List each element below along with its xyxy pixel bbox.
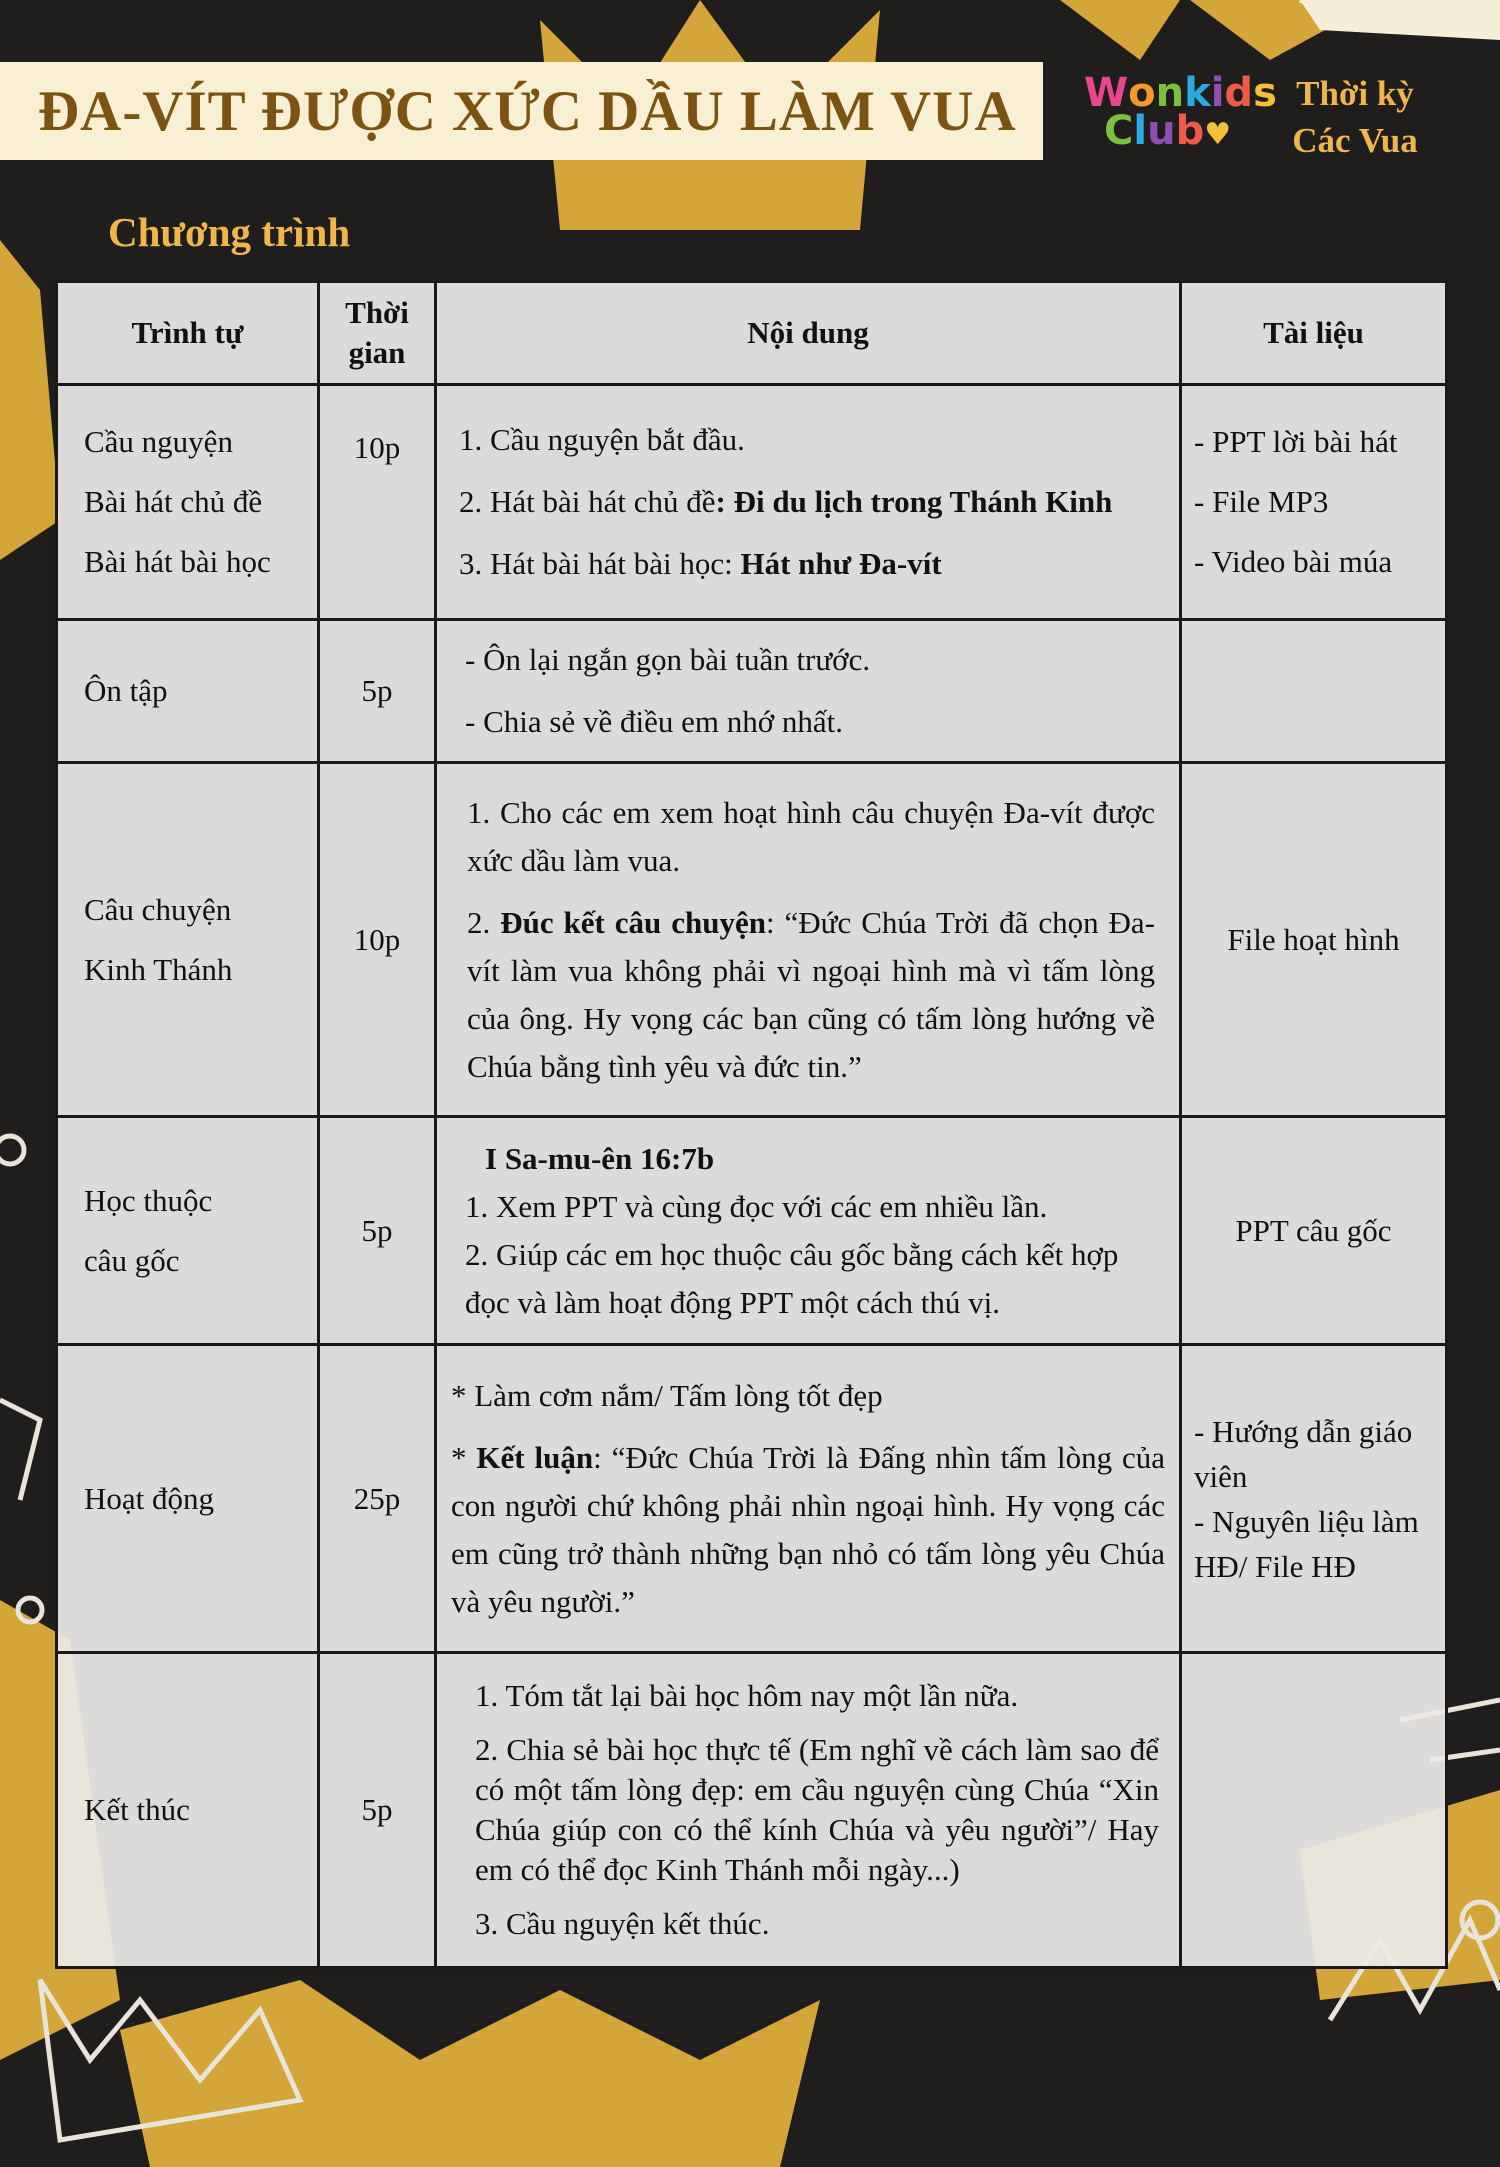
materials-cell	[1181, 1345, 1447, 1653]
theme-song-title: : Đi du lịch trong Thánh Kinh	[715, 484, 1113, 519]
crown-icon	[1300, 0, 1500, 40]
period-line-1: Thời kỳ	[1296, 74, 1414, 113]
content-line: - Chia sẻ về điều em nhớ nhất.	[465, 704, 843, 739]
crown-outline-icon	[0, 1400, 40, 1500]
step-cell	[57, 1117, 319, 1345]
logo-line-2	[1104, 110, 1231, 156]
header-content: Nội dung	[436, 282, 1181, 385]
content-line	[459, 471, 1161, 533]
period-line-2: Các Vua	[1292, 121, 1418, 160]
materials-cell	[1181, 763, 1447, 1117]
time-cell: 25p	[319, 1345, 436, 1653]
materials-cell	[1181, 620, 1447, 763]
content-paragraph: 3. Cầu nguyện kết thúc.	[475, 1906, 770, 1941]
table-header-row	[57, 282, 1447, 385]
content-text: 3. Hát bài hát bài học:	[459, 546, 741, 581]
content-line: 1. Cầu nguyện bắt đầu.	[459, 422, 745, 457]
logo-letter: k	[1184, 70, 1211, 116]
logo-letter: o	[1128, 70, 1156, 116]
content-text: : “Đức Chúa Trời đã chọn Đa-vít làm vua không phải vì ngoại hình mà vì tấm lòng của ông. Hy vọng các bạn cũng có tấm lòng hướng về Chúa bằng tình yêu và đức tin.”	[467, 904, 1155, 1084]
materials-cell	[1181, 1117, 1447, 1345]
table-row	[57, 620, 1447, 763]
content-text: : “Đức Chúa Trời là Đấng nhìn tấm lòng của con người chứ không phải nhìn ngoại hình. Hy vọng các em cũng trở thành những bạn nhỏ có tấm lòng yêu Chúa và yêu người.”	[451, 1439, 1166, 1619]
time-cell: 5p	[319, 620, 436, 763]
table-row	[57, 763, 1447, 1117]
table-row	[57, 1653, 1447, 1968]
logo-letter: u	[1147, 108, 1176, 154]
header-time: Thời gian	[319, 282, 436, 385]
heart-icon: ♥	[1204, 117, 1232, 152]
content-cell	[436, 620, 1181, 763]
step-cell	[57, 1345, 319, 1653]
content-text: 2.	[467, 904, 501, 940]
header-materials: Tài liệu	[1181, 282, 1447, 385]
time-cell: 5p	[319, 1653, 436, 1968]
step-text: Hoạt động	[84, 1480, 215, 1516]
lesson-song-title: Hát như Đa-vít	[740, 546, 942, 581]
content-cell	[436, 1345, 1181, 1653]
content-paragraph: 1. Xem PPT và cùng đọc với các em nhiều lần.	[465, 1188, 1048, 1224]
story-summary-label: Đúc kết câu chuyện	[500, 904, 766, 940]
step-text: Bài hát bài học	[84, 544, 271, 579]
material-item: File hoạt hình	[1227, 921, 1400, 957]
content-paragraph: 1. Tóm tắt lại bài học hôm nay một lần nữa.	[475, 1678, 1019, 1713]
time-cell: 5p	[319, 1117, 436, 1345]
table-row	[57, 385, 1447, 620]
time-cell: 10p	[319, 385, 436, 620]
time-cell: 10p	[319, 763, 436, 1117]
logo-letter: d	[1224, 70, 1254, 116]
content-cell	[436, 385, 1181, 620]
content-paragraph: 2. Chia sẻ bài học thực tế (Em nghĩ về cách làm sao để có một tấm lòng đẹp: em cầu nguyện cùng Chúa “Xin Chúa giúp con có thể kính Chúa và yêu người”/ Hay em có thể đọc Kinh Thánh mỗi ngày...)	[475, 1732, 1159, 1887]
step-text: Ôn tập	[84, 673, 168, 708]
step-text: Cầu nguyện	[84, 424, 233, 459]
material-item: - Nguyên liệu làm HĐ/ File HĐ	[1194, 1503, 1419, 1584]
step-cell	[57, 1653, 319, 1968]
content-cell	[436, 1653, 1181, 1968]
logo-letter: s	[1253, 70, 1277, 116]
period-label	[1255, 70, 1455, 164]
logo-letter: C	[1104, 108, 1134, 154]
logo-letter: b	[1175, 108, 1205, 154]
title-banner	[0, 62, 1043, 160]
logo-letter: l	[1133, 108, 1148, 154]
step-cell	[57, 763, 319, 1117]
header-step: Trình tự	[57, 282, 319, 385]
wonkids-club-logo	[1082, 70, 1277, 160]
step-text: Bài hát chủ đề	[84, 484, 263, 519]
content-paragraph	[451, 1434, 1165, 1626]
content-line: - Ôn lại ngắn gọn bài tuần trước.	[465, 642, 871, 677]
content-text: *	[451, 1439, 477, 1475]
step-text: Câu chuyện	[84, 891, 232, 927]
content-line	[459, 533, 1161, 595]
content-cell	[436, 1117, 1181, 1345]
conclusion-label: Kết luận	[476, 1439, 594, 1475]
content-paragraph: * Làm cơm nắm/ Tấm lòng tốt đẹp	[451, 1377, 883, 1413]
step-text: câu gốc	[84, 1242, 180, 1278]
step-text: Học thuộc	[84, 1182, 213, 1218]
materials-cell	[1181, 1653, 1447, 1968]
content-cell	[436, 763, 1181, 1117]
page-title: ĐA-VÍT ĐƯỢC XỨC DẦU LÀM VUA	[38, 79, 1017, 143]
material-item: - File MP3	[1194, 484, 1329, 519]
material-item: - Hướng dẫn giáo viên	[1194, 1413, 1413, 1494]
step-cell	[57, 620, 319, 763]
logo-letter: i	[1210, 70, 1225, 116]
step-text: Kinh Thánh	[84, 951, 233, 987]
section-title: Chương trình	[108, 209, 351, 255]
table-row	[57, 1345, 1447, 1653]
content-text: 2. Hát bài hát chủ đề	[459, 484, 716, 519]
logo-letter: W	[1084, 70, 1129, 116]
material-item: - Video bài múa	[1194, 544, 1393, 579]
crown-icon	[1060, 0, 1180, 60]
crown-icon	[0, 240, 60, 560]
content-paragraph: 1. Cho các em xem hoạt hình câu chuyện Đa-vít được xức dầu làm vua.	[467, 794, 1155, 878]
bible-reference: I Sa-mu-ên 16:7b	[485, 1140, 715, 1176]
content-paragraph	[467, 899, 1155, 1091]
material-item: - PPT lời bài hát	[1194, 424, 1398, 459]
logo-letter: n	[1155, 70, 1185, 116]
program-table	[55, 280, 1448, 1969]
content-paragraph: 2. Giúp các em học thuộc câu gốc bằng cách kết hợp đọc và làm hoạt động PPT một cách thú vị.	[465, 1236, 1119, 1320]
crown-icon	[120, 1980, 820, 2167]
step-cell	[57, 385, 319, 620]
crown-outline-icon	[0, 1136, 24, 1164]
table-row	[57, 1117, 1447, 1345]
materials-cell	[1181, 385, 1447, 620]
material-item: PPT câu gốc	[1235, 1212, 1392, 1248]
step-text: Kết thúc	[84, 1792, 190, 1827]
